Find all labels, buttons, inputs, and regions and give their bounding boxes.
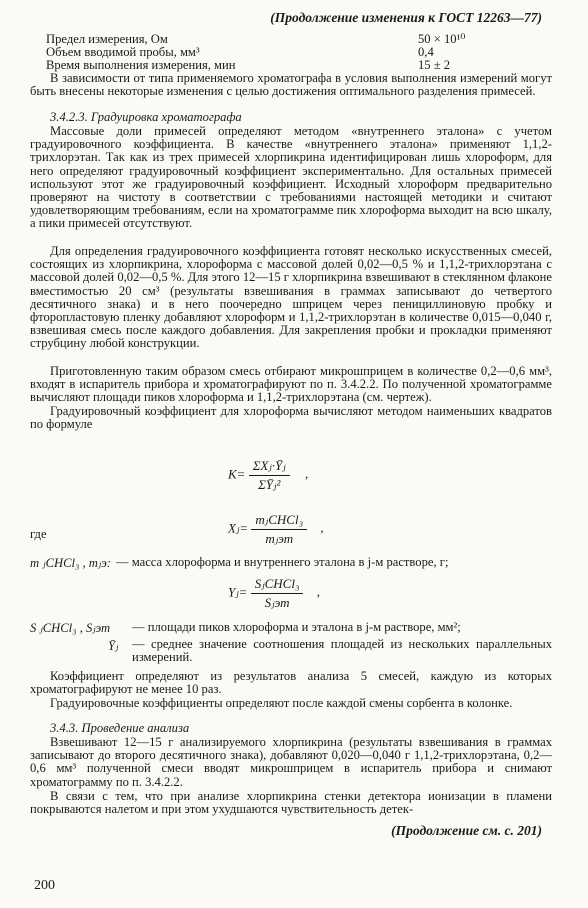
- spec-value-3: 15 ± 2: [418, 58, 451, 72]
- paragraph-sorbent: Градуировочные коэффициенты определяют после каждой смены сорбента в колонке.: [50, 696, 513, 710]
- spec-value-2: 0,4: [418, 45, 434, 59]
- paragraph-formula-intro: Градуировочный коэффициент для хлороформа вычисляют методом наименьших квадратов по формуле: [30, 404, 552, 432]
- formula-k: K= $\frac{\text{ΣXⱼ·Ȳⱼ}}{\text{ΣȲⱼ²}}$ ,: [228, 458, 309, 492]
- def-s-text: — площади пиков хлороформа и эталона в j-м растворе, мм²;: [132, 620, 461, 634]
- formula-x: Xⱼ= $\frac{\text{mⱼCHCl₃}}{\text{mⱼэт}}$ ,: [228, 512, 324, 546]
- def-m-text: — масса хлороформа и внутреннего эталона в j-м растворе, г;: [116, 555, 449, 569]
- spec-label-3: Время выполнения измерения, мин: [46, 58, 236, 72]
- paragraph-intro: В зависимости от типа применяемого хроматографа в условия выполнения измерений могут быть внесены некоторые изменения с целью достижения оптимального разделения примесей.: [30, 71, 552, 99]
- continuation-note: (Продолжение см. с. 201): [391, 823, 542, 838]
- spec-value-1: 50 × 10¹⁰: [418, 32, 466, 46]
- paragraph-calibration: Массовые доли примесей определяют методом «внутреннего эталона» с учетом градуировочного коэффициента. В качестве «внутреннего эталона» применяют 1,1,2-трихлорэтан. Так как из трех примесей хлорпикрина идентифицирован лишь хлороформ, для него определяют градуировочный коэффициент экспериментально. Для остальных примесей используют этот же градуировочный коэффициент. Исходный хлороформ предварительно проверяют на чистоту в соответствии с требованиями настоящей методики и считают удовлетворяющим требованиям, если на хроматограмме пик хлороформа выходит на всю шкалу, а пики примесей отсутствуют.: [30, 124, 552, 231]
- page-number: 200: [34, 878, 55, 893]
- where-label: где: [30, 527, 47, 541]
- def-y-text: — среднее значение соотношения площадей из нескольких параллельных измерений.: [132, 637, 552, 664]
- paragraph-mixtures: Для определения градуировочного коэффициента готовят несколько искусственных смесей, состоящих из хлорпикрина, хлороформа с массовой долей 0,02—0,5 % и 1,1,2-трихлорэтана с массовой долей 0,02—0,5 %. Для этого 12—15 г хлорпикрина взвешивают в стеклянном флаконе вместимостью 20 см³ (результаты взвешивания в граммах записывают до четвертого десятичного знака) и в него поочередно шприцем через пенициллиновую пробку и фторопластовую пленку добавляют хлороформ и 1,1,2-трихлорэтан в количестве 0,015—0,040 г, взвешивая смесь после каждого добавления. Для закрепления пробки и прокладки применяют струбцину любой конструкции.: [30, 244, 552, 351]
- section-heading-3423: 3.4.2.3. Градуировка хроматографа: [50, 110, 242, 124]
- def-y-symbol: Ȳⱼ: [108, 639, 119, 653]
- section-heading-343: 3.4.3. Проведение анализа: [50, 721, 190, 735]
- formula-y: Yⱼ= $\frac{\text{SⱼCHCl₃}}{\text{Sⱼэт}}$ ,: [228, 576, 320, 610]
- spec-label-2: Объем вводимой пробы, мм³: [46, 45, 200, 59]
- running-header: (Продолжение изменения к ГОСТ 12263—77): [270, 10, 542, 25]
- paragraph-analysis: Взвешивают 12—15 г анализируемого хлорпикрина (результаты взвешивания в граммах записывают до второго десятичного знака), добавляют 0,020—0,040 г 1,1,2-трихлорэтана, 0,2—0,6 мм³ полученной смеси вводят микрошприцем в испаритель прибора и снимают хроматограмму по п. 3.4.2.2.: [30, 735, 552, 789]
- spec-label-1: Предел измерения, Ом: [46, 32, 168, 46]
- def-s-symbols: S ⱼCHCl₃ , Sⱼэт: [30, 621, 111, 635]
- paragraph-coefficient: Коэффициент определяют из результатов анализа 5 смесей, каждую из которых хроматографируют не менее 10 раз.: [30, 669, 552, 697]
- def-m-symbols: m ⱼCHCl₃ , mⱼэ:: [30, 556, 111, 570]
- paragraph-sampling: Приготовленную таким образом смесь отбирают микрошприцем в количестве 0,2—0,6 мм³, входят в испаритель прибора и хроматографируют по п. 3.4.2.2. По полученной хроматограмме вычисляют площади пиков хлороформа и 1,1,2-трихлорэтана (см. чертеж).: [30, 364, 552, 405]
- paragraph-detector: В связи с тем, что при анализе хлорпикрина стенки детектора ионизации в пламени покрываются налетом и при этом ухудшаются чувствительность детек-: [30, 789, 552, 817]
